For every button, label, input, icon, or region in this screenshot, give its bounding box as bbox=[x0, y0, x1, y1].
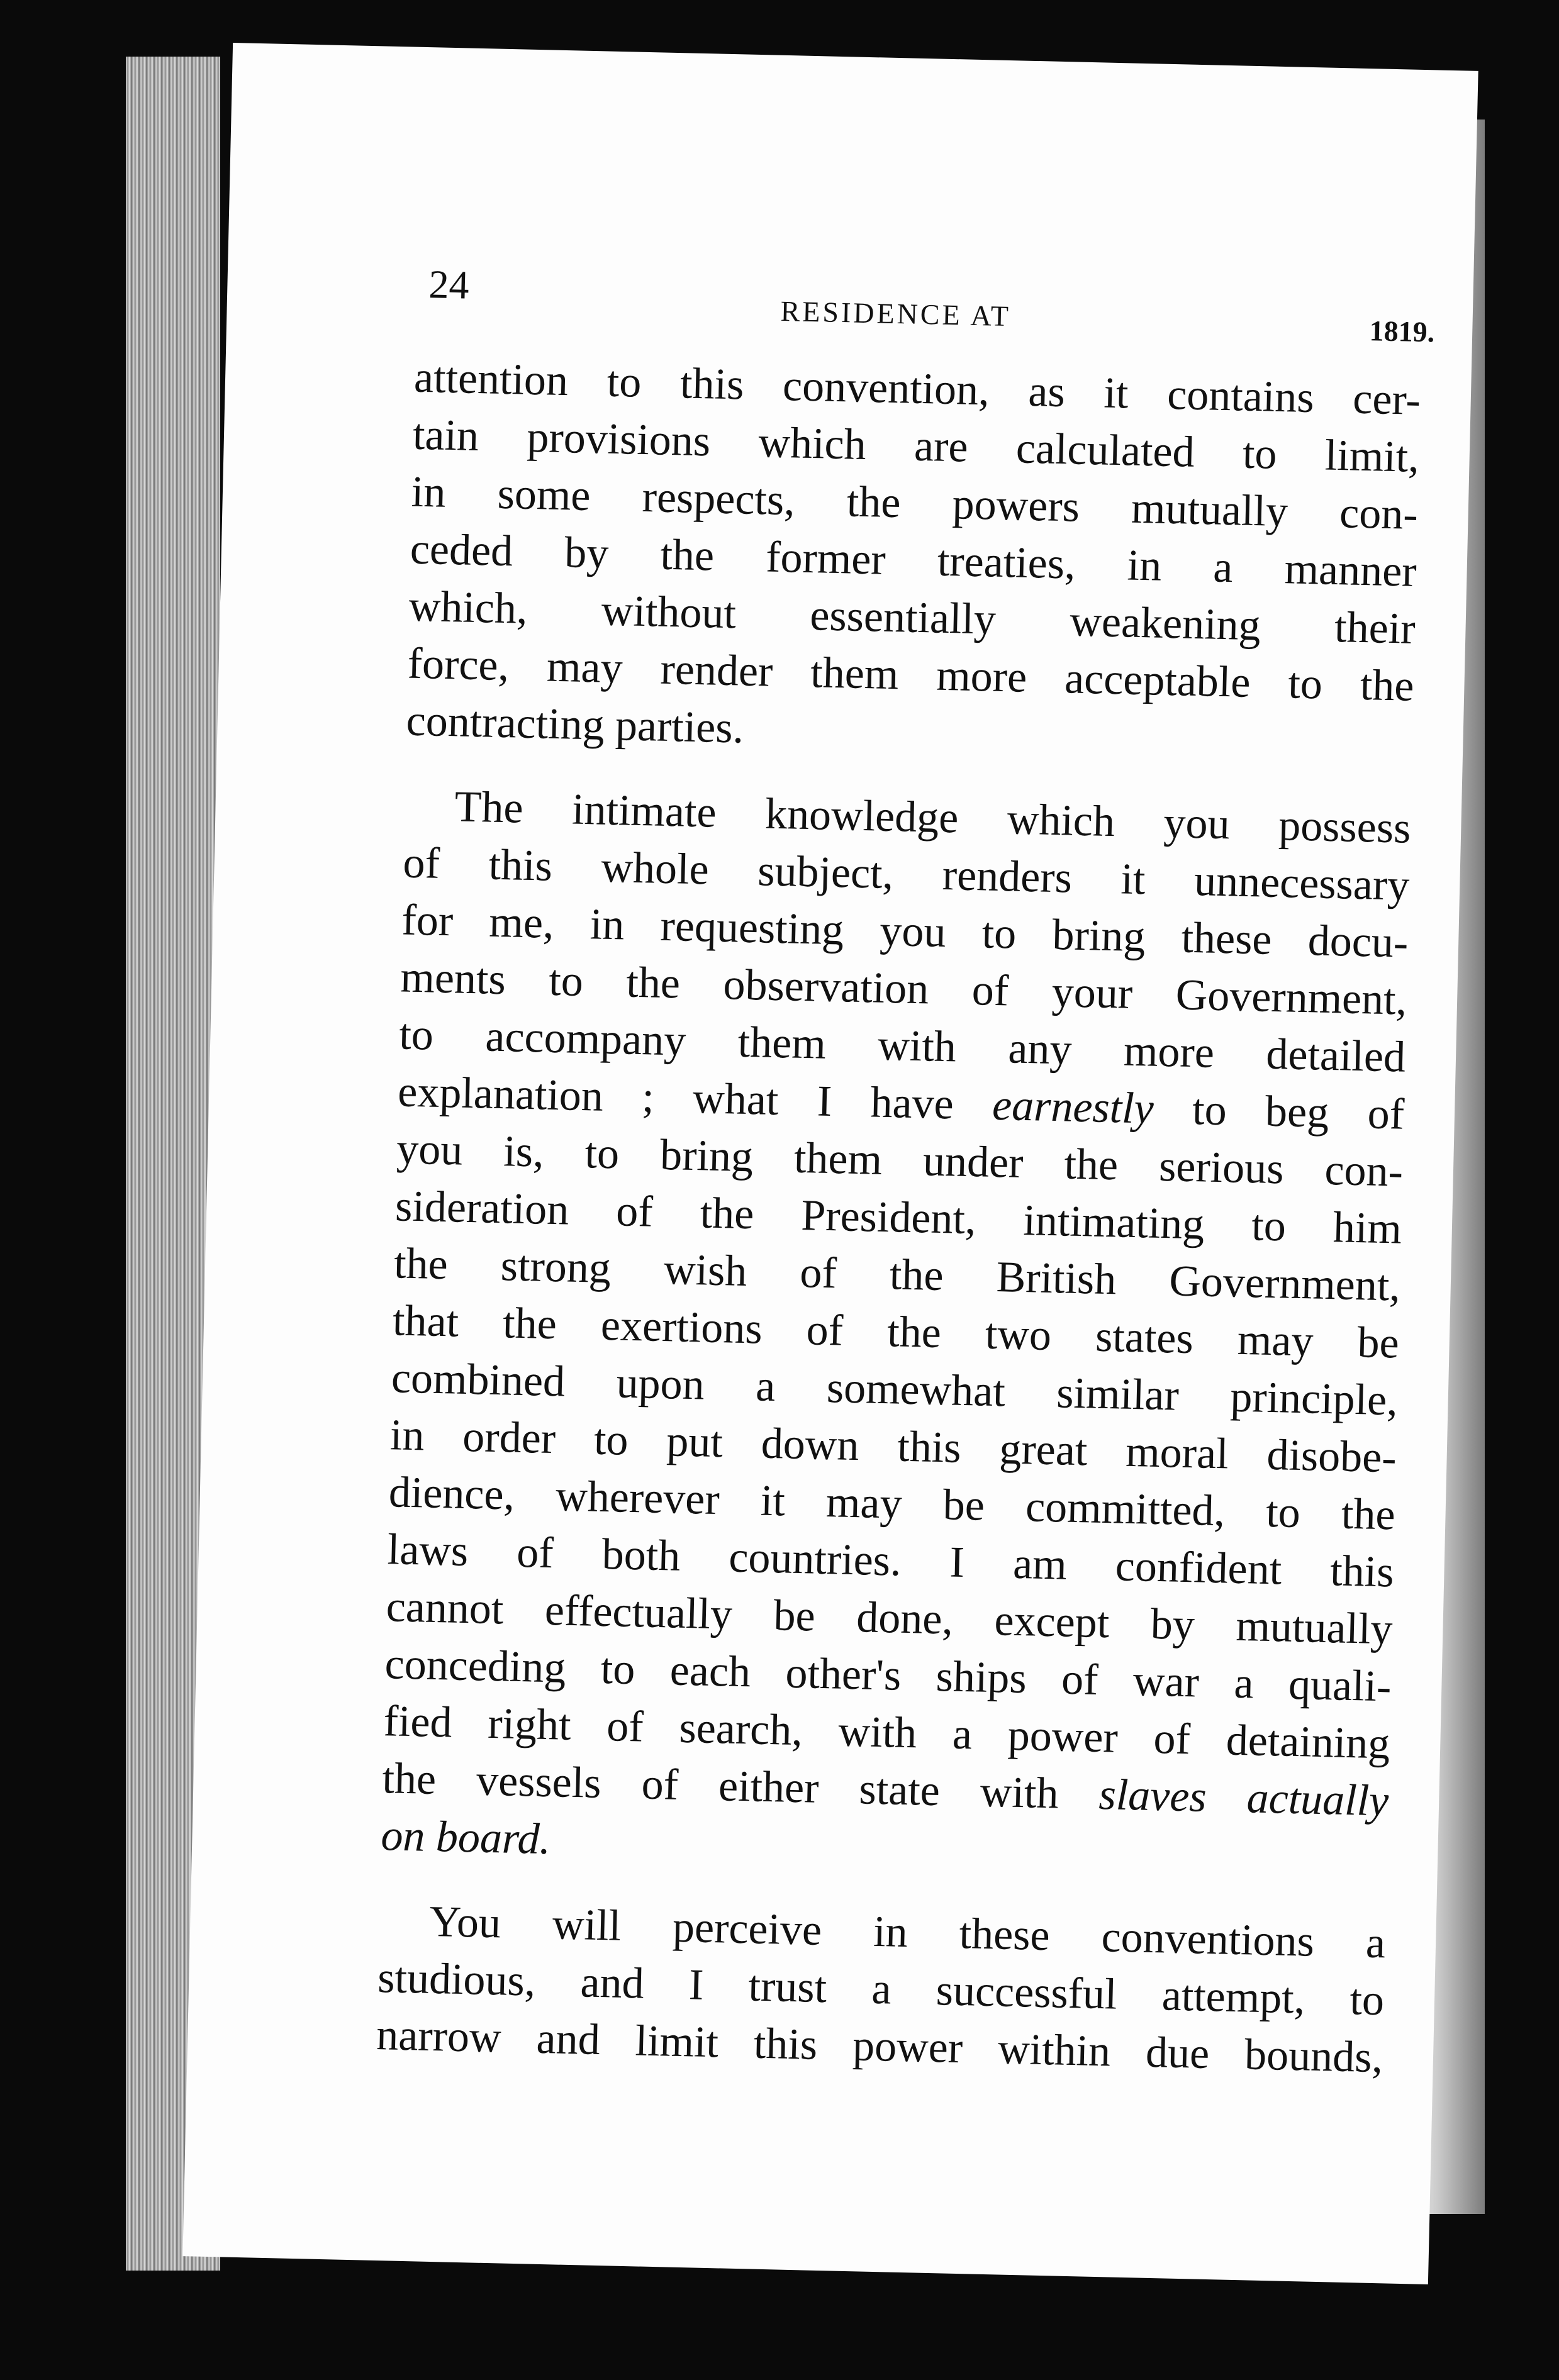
page-header bbox=[427, 261, 1436, 365]
emphasis-text: earnestly bbox=[992, 1081, 1154, 1133]
text-line: combined upon a somewhat similar principle, bbox=[391, 1354, 1399, 1425]
text-line: which, without essentially weakening their bbox=[408, 582, 1416, 653]
running-head: RESIDENCE AT bbox=[780, 294, 1012, 333]
text-segment: to beg of bbox=[1192, 1086, 1405, 1139]
paragraph-1 bbox=[406, 349, 1421, 772]
text-line: that the exertions of the two states may be bbox=[392, 1296, 1400, 1368]
text-line: to accompany them with any more detailed bbox=[398, 1010, 1406, 1082]
emphasis-text: slaves actually bbox=[1098, 1770, 1390, 1826]
text-segment: explanation ; what I have bbox=[397, 1067, 954, 1129]
text-line: in order to put down this great moral disobe- bbox=[389, 1411, 1397, 1482]
paragraph-2 bbox=[381, 777, 1412, 1887]
text-line: of this whole subject, renders it unnecessary bbox=[402, 838, 1411, 910]
paragraph-3 bbox=[376, 1892, 1386, 2086]
text-line: sideration of the President, intimating to him bbox=[394, 1182, 1402, 1254]
text-line: laws of both countries. I am confident this bbox=[387, 1525, 1395, 1597]
text-line: narrow and limit this power within due bounds, bbox=[376, 2010, 1383, 2082]
page-number: 24 bbox=[428, 262, 470, 308]
text-line: tain provisions which are calculated to limit, bbox=[412, 410, 1420, 482]
text-line: cannot effectually be done, except by mutually bbox=[385, 1582, 1394, 1654]
text-line: attention to this convention, as it contains cer- bbox=[413, 353, 1421, 425]
text-line: fied right of search, with a power of detaining bbox=[383, 1697, 1391, 1769]
text-line: ments to the observation of your Government, bbox=[400, 953, 1408, 1025]
text-line: conceding to each other's ships of war a quali- bbox=[384, 1640, 1392, 1711]
text-line: contracting parties. bbox=[405, 696, 744, 753]
emphasis-text: on board. bbox=[380, 1811, 552, 1864]
text-line: you is, to bring them under the serious con- bbox=[396, 1125, 1404, 1196]
text-line: The intimate knowledge which you possess bbox=[454, 782, 1412, 853]
header-year: 1819. bbox=[1369, 314, 1435, 348]
text-line: the strong wish of the British Government, bbox=[393, 1239, 1401, 1311]
text-line: for me, in requesting you to bring these docu- bbox=[401, 896, 1409, 967]
text-line: studious, and I trust a successful attempt, to bbox=[377, 1954, 1385, 2025]
text-line: in some respects, the powers mutually con- bbox=[411, 467, 1419, 539]
text-line: force, may render them more acceptable to the bbox=[406, 639, 1415, 711]
text-line: You will perceive in these conventions a bbox=[428, 1897, 1386, 1968]
text-line: ceded by the former treaties, in a manner bbox=[410, 525, 1417, 596]
text-line: dience, wherever it may be committed, to the bbox=[388, 1468, 1396, 1540]
body-text bbox=[376, 349, 1421, 2087]
book-page bbox=[182, 43, 1478, 2284]
text-segment: the vessels of either state with bbox=[381, 1754, 1059, 1818]
